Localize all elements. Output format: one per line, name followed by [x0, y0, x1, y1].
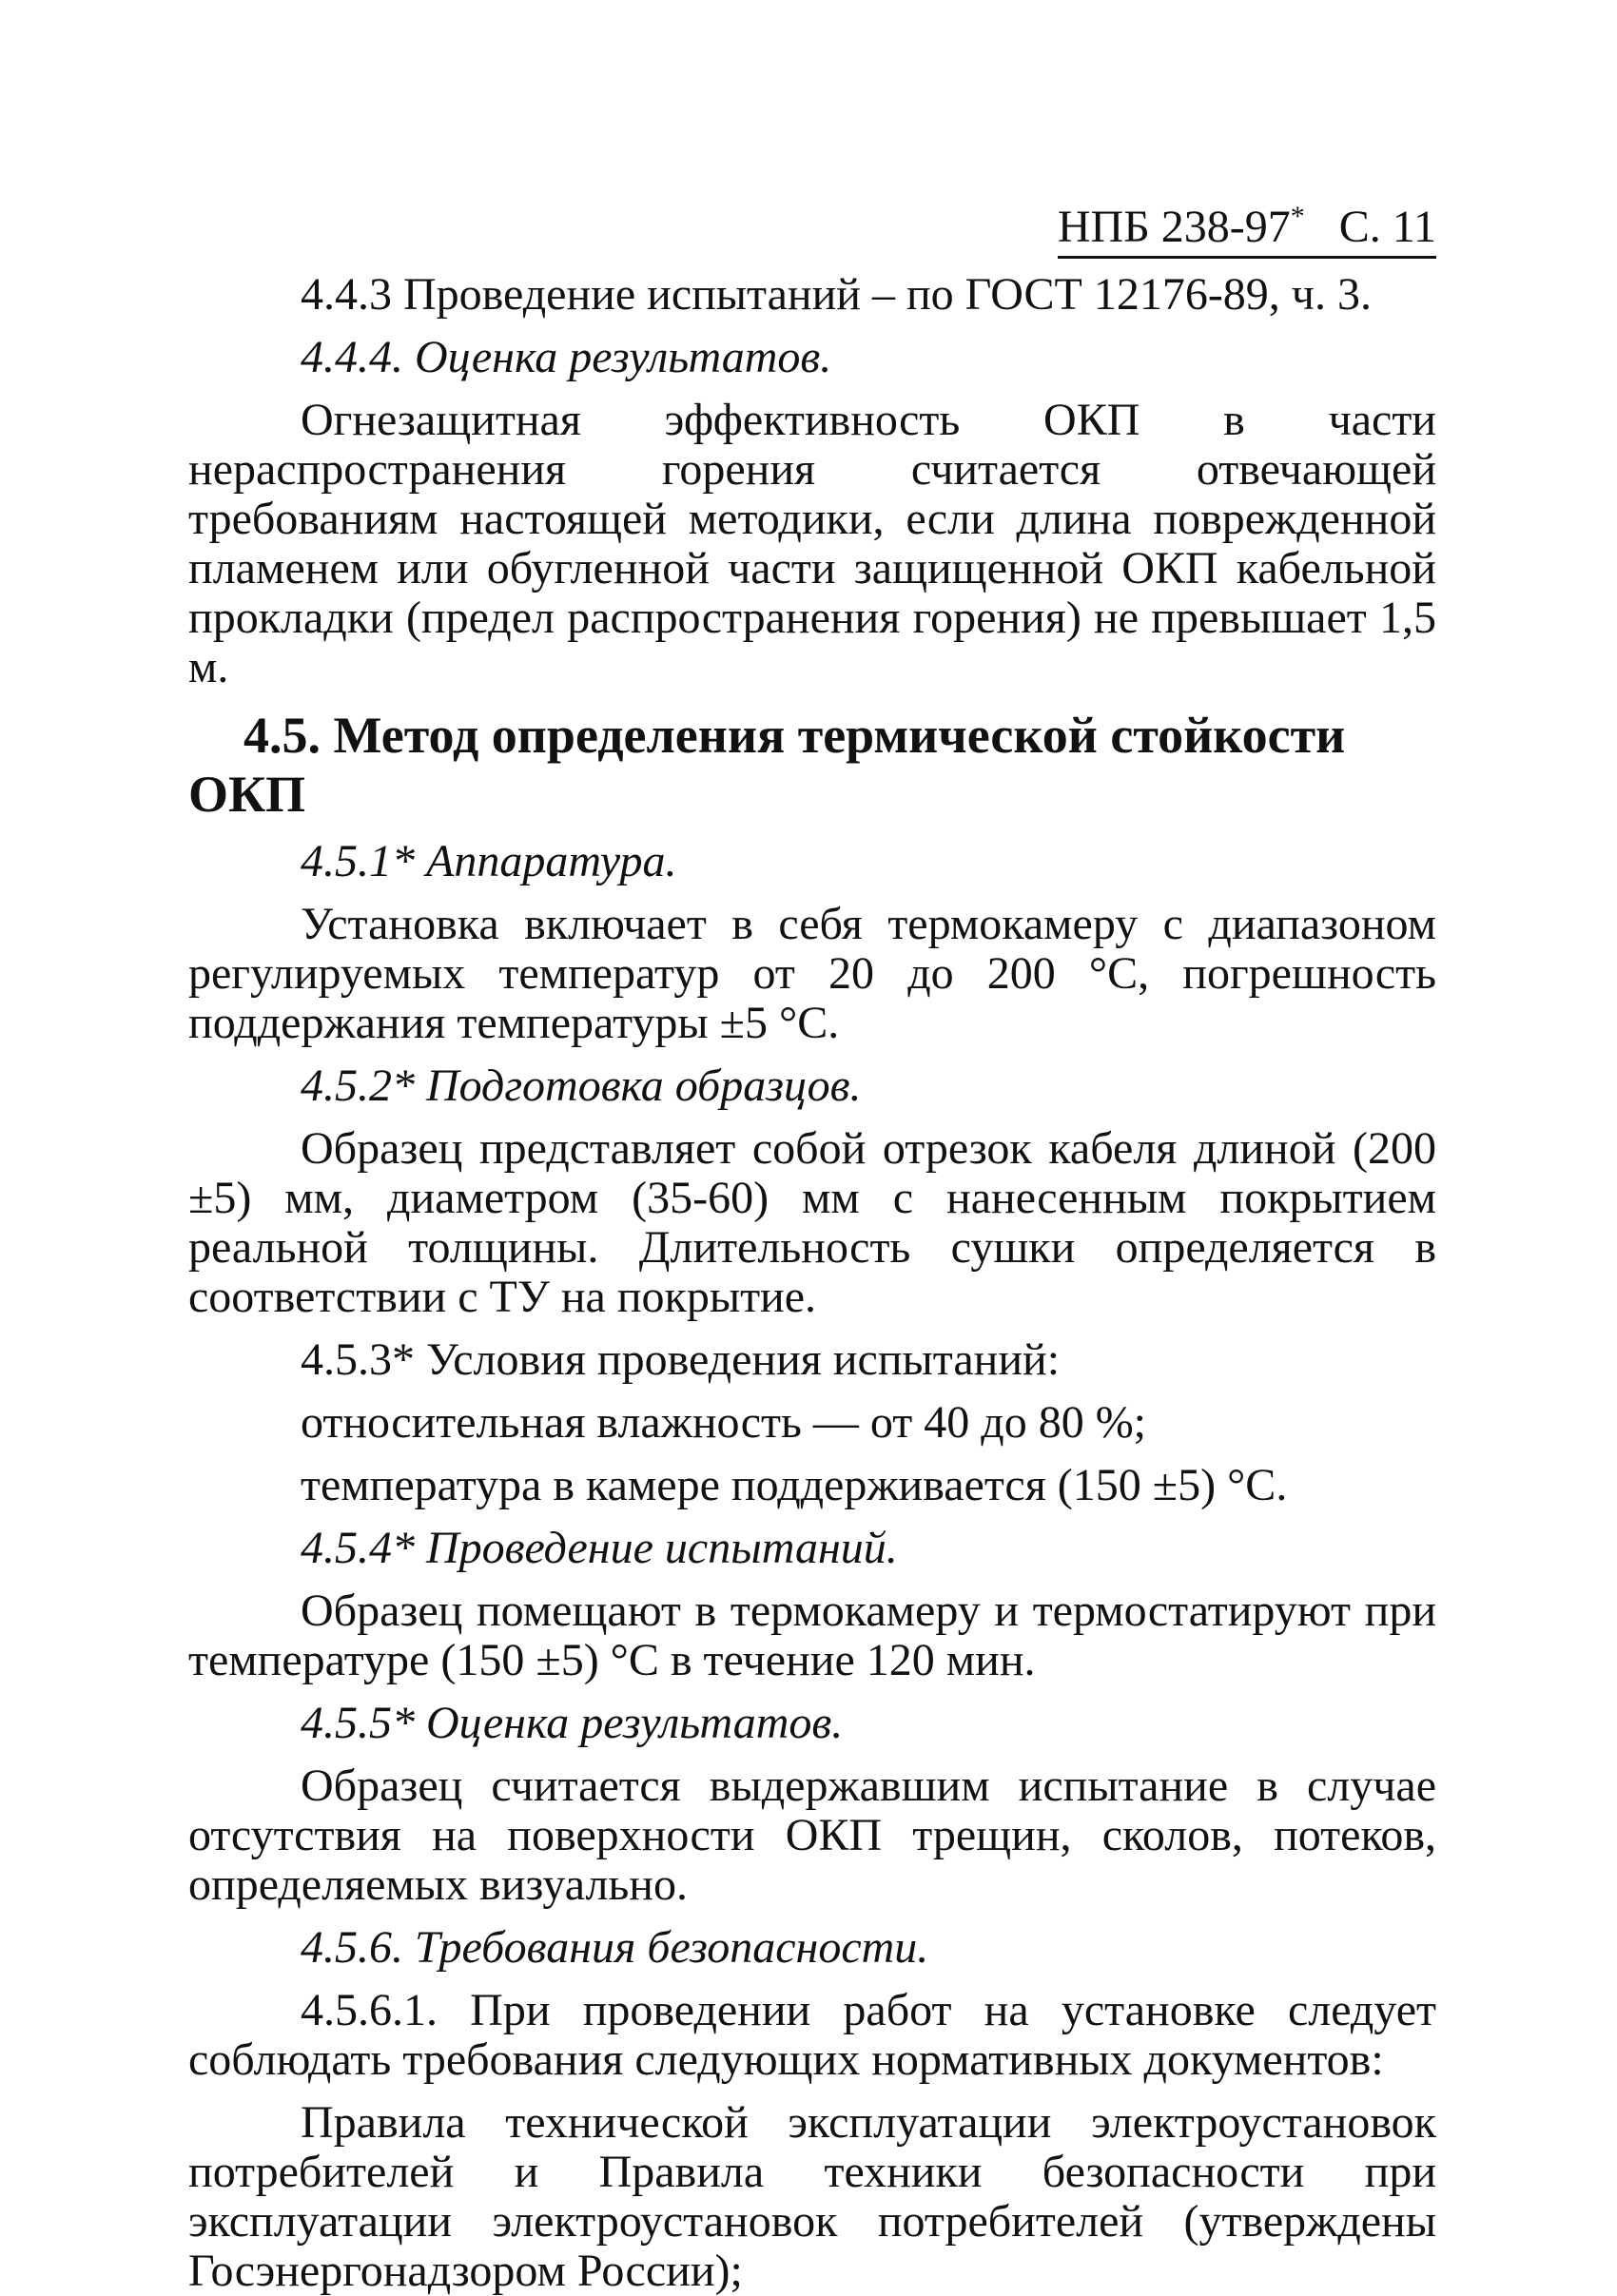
clause-4-5-5-text: Образец считается выдержавшим испытание в случае отсутствия на поверхности ОКП трещин, сколов, потеков, определяемых визуально.	[188, 1761, 1436, 1910]
clause-4-5-6-title: 4.5.6. Требования безопасности.	[301, 1922, 929, 1973]
clause-4-5-5-title: 4.5.5* Оценка результатов.	[301, 1698, 844, 1748]
running-header	[1058, 190, 1436, 259]
clause-4-5-6-1-text: 4.5.6.1. При проведении работ на установке следует соблюдать требования следующих нормативных документов:	[188, 1985, 1436, 2085]
page-body	[188, 270, 1436, 2296]
clause-4-5-3-humidity: относительная влажность — от 40 до 80 %;	[301, 1397, 1147, 1448]
section-4-5-heading: 4.5. Метод определения термической стойкости ОКП	[188, 707, 1346, 823]
page-number: С. 11	[1338, 202, 1436, 252]
clause-4-4-4-text: Огнезащитная эффективность ОКП в части нераспространения горения считается отвечающей требованиям настоящей методики, если длина поврежденной пламенем или обугленной части защищенной ОКП кабельной прокладки (предел распространения горения) не превышает 1,5 м.	[188, 395, 1436, 692]
clause-4-5-2-text: Образец представляет собой отрезок кабеля длиной (200 ±5) мм, диаметром (35-60) мм с нанесенным покрытием реальной толщины. Длительность сушки определяется в соответствии с ТУ на покрытие.	[188, 1123, 1436, 1322]
clause-4-5-3-title: 4.5.3* Условия проведения испытаний:	[301, 1334, 1061, 1385]
clause-4-5-3-temperature: температура в камере поддерживается (150 ±5) °С.	[301, 1460, 1288, 1510]
clause-4-5-4-title: 4.5.4* Проведение испытаний.	[301, 1523, 898, 1573]
clause-4-5-2-title: 4.5.2* Подготовка образцов.	[301, 1060, 862, 1111]
doc-code-star: *	[1290, 201, 1305, 232]
clause-4-4-3: 4.4.3 Проведение испытаний – по ГОСТ 12176-89, ч. 3.	[301, 269, 1372, 320]
doc-code: НПБ 238-97	[1057, 202, 1291, 252]
clause-4-5-4-text: Образец помещают в термокамеру и термостатируют при температуре (150 ±5) °С в течение 120 мин.	[188, 1586, 1436, 1685]
clause-4-5-1-text: Установка включает в себя термокамеру с диапазоном регулируемых температур от 20 до 200 °С, погрешность поддержания температуры ±5 °С.	[188, 899, 1436, 1048]
clause-4-5-1-title: 4.5.1* Аппаратура.	[301, 836, 677, 886]
clause-4-5-6-1-rules: Правила технической эксплуатации электроустановок потребителей и Правила техники безопасности при эксплуатации электроустановок потребителей (утверждены Госэнергонадзором России);	[188, 2097, 1436, 2296]
clause-4-4-4-title: 4.4.4. Оценка результатов.	[301, 332, 832, 382]
